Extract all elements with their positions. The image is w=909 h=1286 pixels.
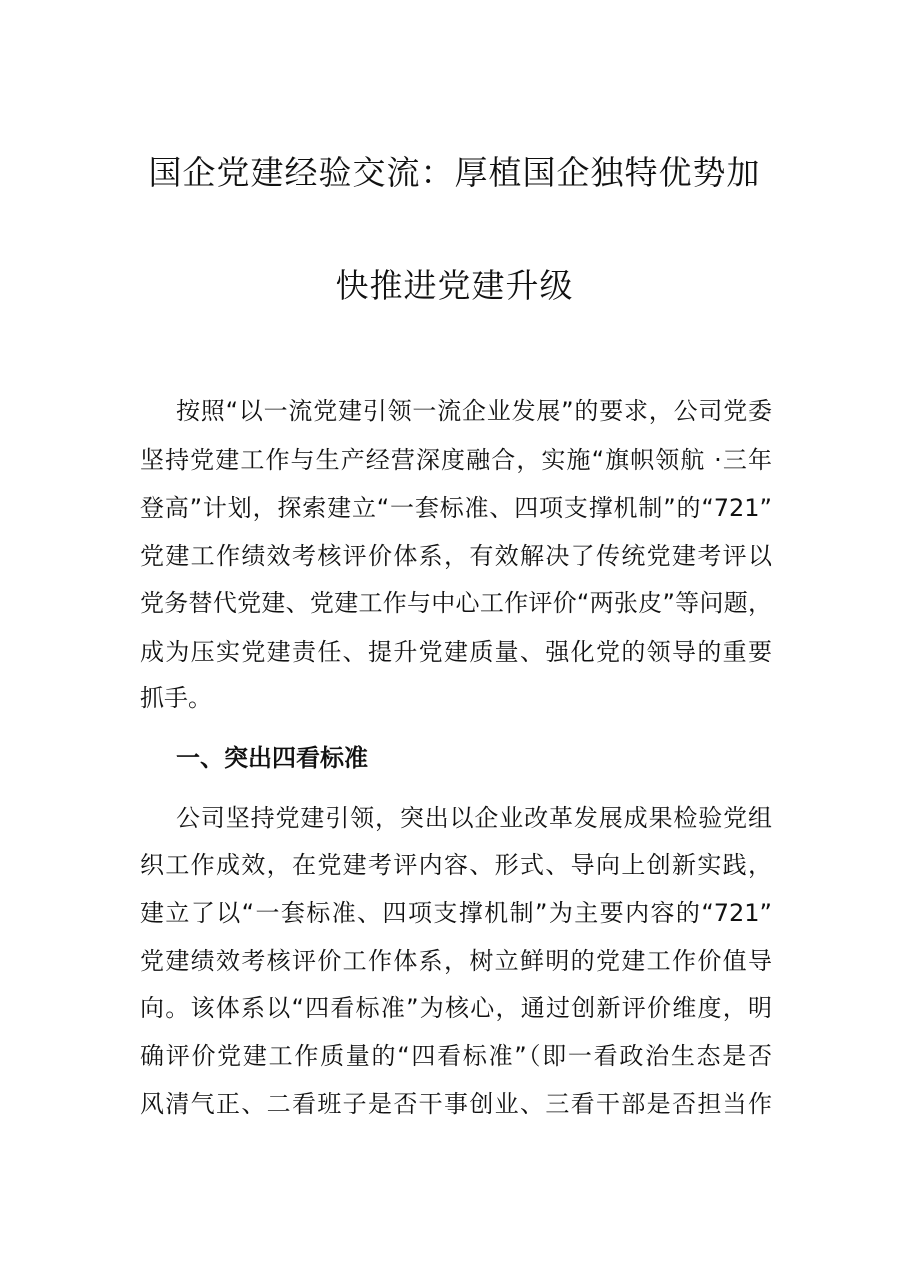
paragraph-2-line-7: 风清气正、二看班子是否干事创业、三看干部是否担当作 bbox=[140, 1090, 772, 1118]
paragraph-1-line-1: 按照“以一流党建引领一流企业发展”的要求，公司党委 bbox=[176, 397, 772, 425]
paragraph-1-line-6: 成为压实党建责任、提升党建质量、强化党的领导的重要 bbox=[140, 638, 772, 666]
paragraph-2-line-2: 织工作成效，在党建考评内容、形式、导向上创新实践， bbox=[140, 851, 772, 879]
paragraph-2-line-5: 向。该体系以“四看标准”为核心，通过创新评价维度，明 bbox=[140, 994, 772, 1022]
paragraph-1-line-5: 党务替代党建、党建工作与中心工作评价“两张皮”等问题， bbox=[140, 589, 772, 617]
paragraph-1-line-3: 登高”计划，探索建立“一套标准、四项支撑机制”的“721” bbox=[140, 494, 772, 522]
paragraph-2-line-1: 公司坚持党建引领，突出以企业改革发展成果检验党组 bbox=[176, 804, 772, 832]
document-title-line-1: 国企党建经验交流：厚植国企独特优势加 bbox=[148, 153, 761, 192]
section-1-heading: 一、突出四看标准 bbox=[176, 744, 368, 772]
paragraph-2-line-4: 党建绩效考核评价工作体系，树立鲜明的党建工作价值导 bbox=[140, 947, 772, 975]
paragraph-2-line-3: 建立了以“一套标准、四项支撑机制”为主要内容的“721” bbox=[140, 899, 772, 927]
paragraph-1-line-2: 坚持党建工作与生产经营深度融合，实施“旗帜领航 ·三年 bbox=[140, 446, 772, 474]
paragraph-1-line-7: 抓手。 bbox=[140, 684, 212, 712]
paragraph-1-line-4: 党建工作绩效考核评价体系，有效解决了传统党建考评以 bbox=[140, 542, 772, 570]
paragraph-2-line-6: 确评价党建工作质量的“四看标准”（即一看政治生态是否 bbox=[140, 1042, 772, 1070]
document-title-line-2: 快推进党建升级 bbox=[335, 266, 574, 305]
